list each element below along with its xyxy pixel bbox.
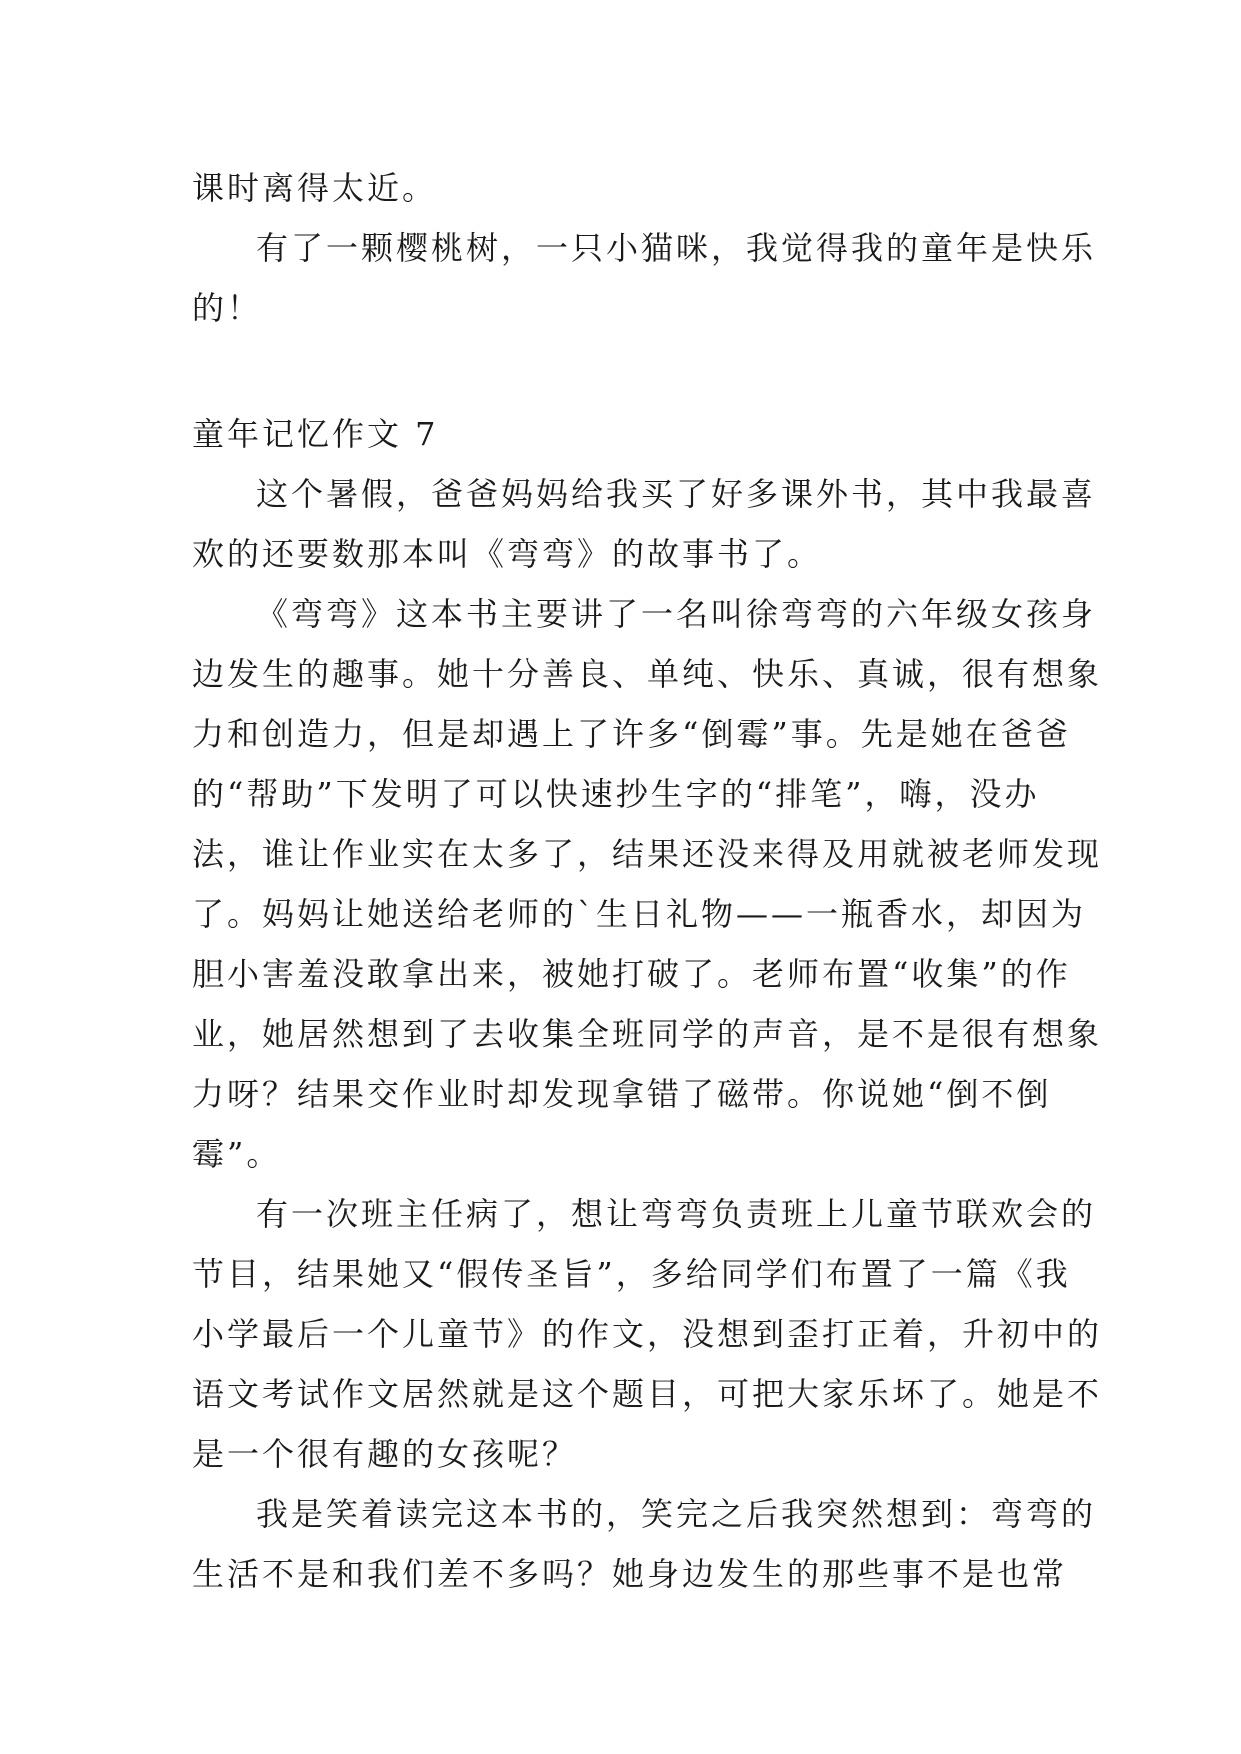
text-line: 业，她居然想到了去收集全班同学的声音，是不是很有想象 [192, 1015, 1103, 1053]
text-line: 的！ [192, 289, 263, 327]
text-line: 节目，结果她又“假传圣旨”，多给同学们布置了一篇《我 [192, 1255, 1071, 1293]
paragraph-start-line: 《弯弯》这本书主要讲了一名叫徐弯弯的六年级女孩身 [256, 595, 1097, 633]
text-line: 边发生的趣事。她十分善良、单纯、快乐、真诚，很有想象 [192, 655, 1103, 693]
paragraph-start-line: 我是笑着读完这本书的，笑完之后我突然想到：弯弯的 [256, 1495, 1097, 1533]
section-spacer [192, 338, 1050, 404]
text-line: 力呀？结果交作业时却发现拿错了磁带。你说她“倒不倒 [192, 1075, 1052, 1113]
text-line: 是一个很有趣的女孩呢？ [192, 1435, 578, 1473]
text-line: 法，谁让作业实在太多了，结果还没来得及用就被老师发现 [192, 835, 1103, 873]
text-line: 生活不是和我们差不多吗？她身边发生的那些事不是也常 [192, 1555, 1068, 1593]
text-line: 课时离得太近。 [192, 169, 438, 207]
text-line: 胆小害羞没敢拿出来，被她打破了。老师布置“收集”的作 [192, 955, 1071, 993]
text-line: 小学最后一个儿童节》的作文，没想到歪打正着，升初中的 [192, 1315, 1103, 1353]
paragraph-start-line: 有一次班主任病了，想让弯弯负责班上儿童节联欢会的 [256, 1195, 1097, 1233]
text-line: 欢的还要数那本叫《弯弯》的故事书了。 [192, 535, 823, 573]
text-line: 的“帮助”下发明了可以快速抄生字的“排笔”，嗨，没办 [192, 775, 1040, 813]
paragraph-start-line: 这个暑假，爸爸妈妈给我买了好多课外书，其中我最喜 [256, 475, 1097, 513]
paragraph-start-line: 有了一颗樱桃树，一只小猫咪，我觉得我的童年是快乐 [256, 229, 1097, 267]
section-heading: 童年记忆作文 7 [192, 415, 439, 453]
text-line: 力和创造力，但是却遇上了许多“倒霉”事。先是她在爸爸 [192, 715, 1071, 753]
text-line: 语文考试作文居然就是这个题目，可把大家乐坏了。她是不 [192, 1375, 1103, 1413]
text-line: 霉”。 [192, 1135, 282, 1173]
text-line: 了。妈妈让她送给老师的`生日礼物——一瓶香水，却因为 [192, 895, 1087, 933]
document-body [192, 158, 1103, 1604]
